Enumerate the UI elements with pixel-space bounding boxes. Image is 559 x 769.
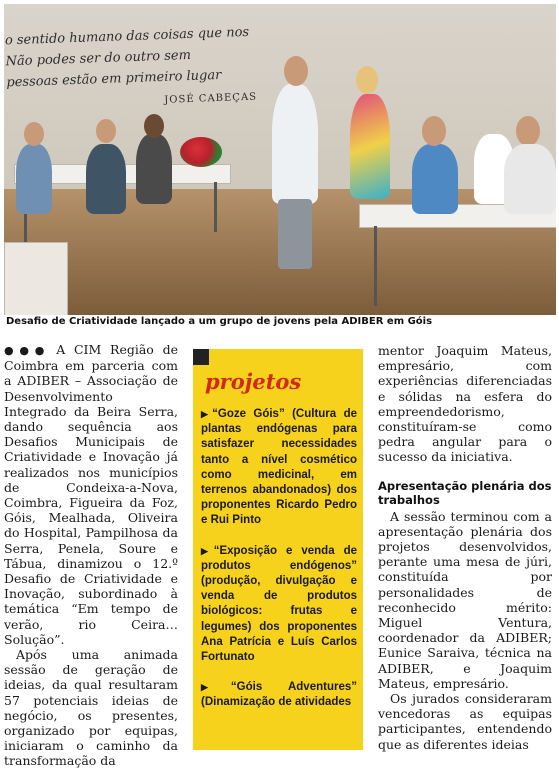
wall-quote-line: pessoas estão em primeiro lugar [6, 67, 222, 91]
photo-table-front [4, 242, 68, 315]
article-subheading: Apresentação plenária dos trabalhos [378, 478, 552, 507]
article-paragraph: A sessão terminou com a apresentação plenária dos projetos desenvolvidos, perante uma mesa de júri, constituída por personalidades de reconhecido mérito: Miguel Ventura, coordenador da ADIBER; Eunice Saraiva, técnica na ADIBER, e Joaquim Mateus, empresário. [378, 508, 552, 691]
projetos-item-text: “Góis Adventures” (Dinamização de atividades [201, 681, 357, 709]
photo-person [412, 144, 458, 214]
wall-quote-signature: JOSÉ CABEÇAS [164, 91, 258, 106]
paragraph-start-marker: ●●● [4, 344, 51, 357]
photo-caption: Desafio de Criatividade lançado a um grupo de jovens pela ADIBER em Góis [4, 315, 556, 331]
photo-person [86, 144, 126, 214]
projetos-item [201, 407, 357, 529]
projetos-item [201, 680, 357, 710]
arrow-right-icon: ▶ [201, 545, 214, 556]
photo-table-leg [374, 226, 377, 306]
photo-presenter-man-legs [278, 199, 312, 269]
article-paragraph: Após uma animada sessão de geração de ideias, da qual resultaram 57 potenciais ideias de negócio, os presentes, organizado por equipas, iniciaram o caminho da transformação da [4, 647, 178, 769]
article-paragraph [4, 342, 178, 647]
photo-person-head [144, 114, 164, 138]
wall-quote-line: Não podes ser do outro sem [5, 47, 192, 70]
photo-presenter-woman [350, 94, 390, 199]
projetos-title: projetos [205, 369, 302, 394]
photo-presenter-man [272, 84, 318, 204]
photo-person-head [96, 119, 116, 143]
arrow-right-icon: ▶ [201, 682, 231, 693]
article-paragraph: mentor Joaquim Mateus, empresário, com experiências diferenciadas e sólidas na esfera do empreendedorismo, constituíram-se como pedra angular para o sucesso da iniciativa. [378, 343, 552, 465]
article-column-1 [4, 342, 178, 769]
photo-person-head [356, 66, 378, 94]
photo-person-head [422, 116, 446, 146]
article-paragraph: Os jurados consideraram vencedoras as equipas participantes, entendendo que as diferentes ideias [378, 691, 552, 752]
projetos-box [193, 349, 363, 750]
photo-person [136, 134, 172, 204]
projetos-list [201, 407, 357, 726]
projetos-item-text: “Goze Góis” (Cultura de plantas endógenas para satisfazer necessidades tanto a nível cosmético como medicinal, em terrenos abandonados) dos proponentes Ricardo Pedro e Rui Pinto [201, 408, 357, 527]
photo-flowers [180, 137, 222, 167]
photo-person [16, 144, 52, 214]
article-paragraph-text: A CIM Região de Coimbra em parceria com a ADIBER – Associação de Desenvolvimento Integrado da Beira Serra, dando sequência aos Desafios Municipais de Criatividade e Inovação já realizados nos municípios de Condeixa-a-Nova, Coimbra, Figueira da Foz, Góis, Mealhada, Oliveira do Hospital, Pampilhosa da Serra, Penela, Soure e Tábua, dinamizou o 12.º Desafio de Criatividade e Inovação, subordinado à temática “Em tempo de verão, rio Ceira… Solução”. [4, 342, 179, 647]
arrow-right-icon: ▶ [201, 409, 213, 419]
projetos-item-text: “Exposição e venda de produtos endógenos” (produção, divulgação e venda de produtos biológicos: frutas e legumes) dos proponentes Ana Patrícia e Luís Carlos Fortunato [201, 544, 357, 664]
projetos-item [201, 544, 357, 666]
photo-table-leg [214, 182, 217, 232]
photo-person-head [284, 56, 308, 86]
article-column-3 [378, 343, 552, 752]
photo-person-head [24, 122, 44, 146]
wall-quote [5, 22, 258, 117]
article-photo [4, 4, 556, 315]
photo-person [504, 144, 556, 214]
photo-person-head [516, 116, 540, 146]
box-corner-square [193, 349, 209, 365]
wall-quote-line: o sentido humano das coisas que nos [4, 24, 250, 49]
